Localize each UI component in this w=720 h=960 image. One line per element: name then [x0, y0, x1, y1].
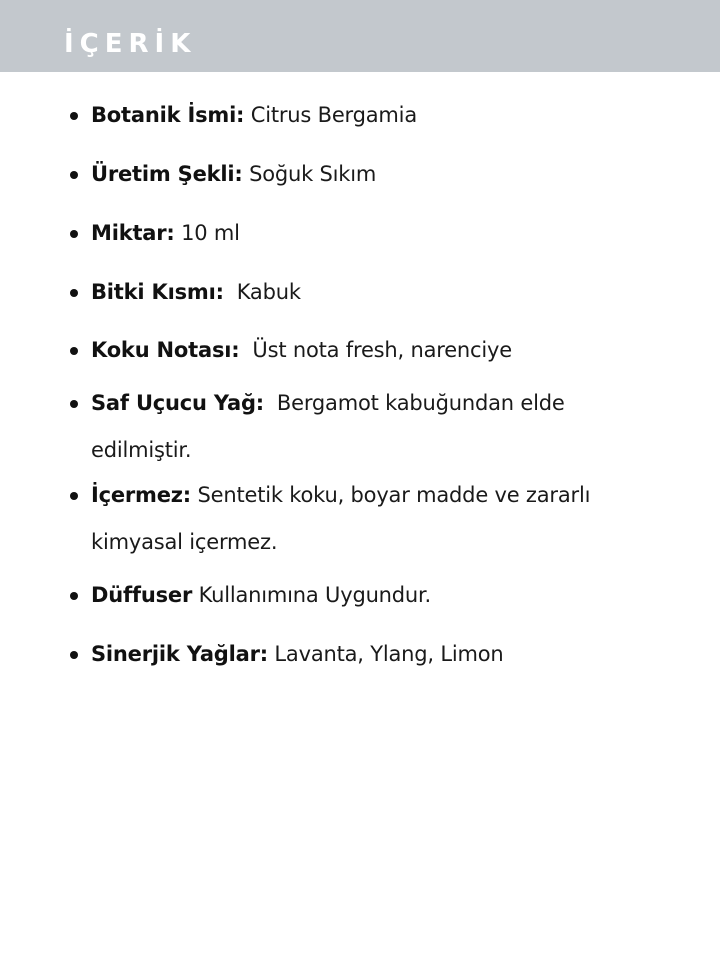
section-title: İÇERİK [64, 29, 197, 59]
list-item [70, 269, 670, 316]
list-item [70, 210, 670, 257]
bullet-icon [70, 112, 78, 120]
item-value: Citrus Bergamia [244, 103, 417, 127]
item-label: Sinerjik Yağlar: [91, 642, 268, 666]
bullet-icon [70, 400, 78, 408]
item-label: Üretim Şekli: [91, 162, 243, 186]
list-item [70, 572, 670, 619]
bullet-icon [70, 592, 78, 600]
bullet-icon [70, 289, 78, 297]
bullet-icon [70, 651, 78, 659]
item-value: Kullanımına Uygundur. [192, 583, 432, 607]
list-item [70, 92, 670, 139]
item-value: Bergamot kabuğundan elde edilmiştir. [91, 391, 572, 462]
item-value: Sentetik koku, boyar madde ve zararlı kimyasal içermez. [91, 483, 591, 554]
item-value: Lavanta, Ylang, Limon [267, 642, 504, 666]
item-label: İçermez: [91, 483, 192, 507]
item-value: Soğuk Sıkım [242, 162, 377, 186]
item-label: Miktar: [91, 221, 175, 245]
bullet-icon [70, 347, 78, 355]
section-header [0, 0, 720, 72]
bullet-icon [70, 230, 78, 238]
item-value: Kabuk [223, 280, 301, 304]
bullet-icon [70, 492, 78, 500]
item-label: Bitki Kısmı: [91, 280, 224, 304]
list-item [70, 380, 610, 474]
item-value: Üst nota fresh, narenciye [239, 338, 512, 362]
item-label: Botanik İsmi: [91, 103, 245, 127]
bullet-icon [70, 171, 78, 179]
list-item [70, 327, 670, 374]
item-label: Koku Notası: [91, 338, 240, 362]
list-item [70, 631, 670, 678]
list-item [70, 472, 630, 566]
item-value: 10 ml [174, 221, 240, 245]
item-label: Düffuser [91, 583, 193, 607]
item-label: Saf Uçucu Yağ: [91, 391, 264, 415]
list-item [70, 151, 670, 198]
